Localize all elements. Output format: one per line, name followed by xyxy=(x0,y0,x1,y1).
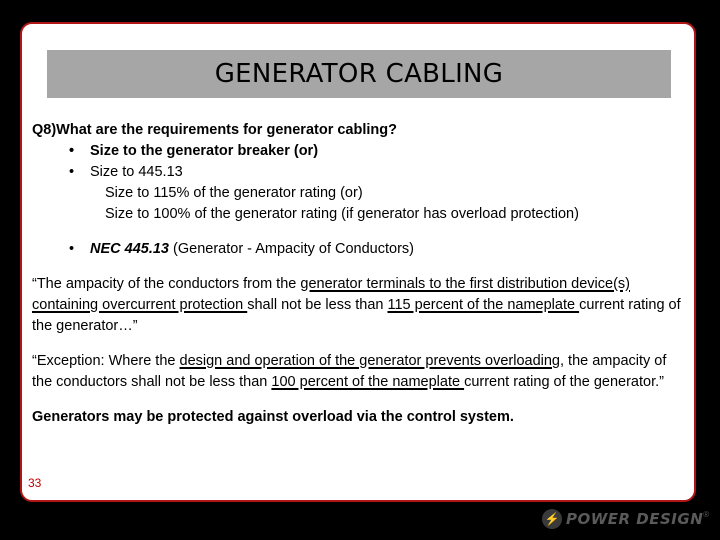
registered-mark: ® xyxy=(703,510,710,519)
nec-reference: NEC 445.13 xyxy=(90,241,169,257)
bullet-445-13 xyxy=(32,162,682,183)
slide-body xyxy=(32,120,682,428)
slide xyxy=(20,22,696,502)
quote-exception-text-1: “Exception: Where the xyxy=(32,353,180,369)
quote-main-text-3: current rating of the generator…” xyxy=(32,297,681,334)
bullet-dot: • xyxy=(69,241,75,257)
quote-main-text-1: “The ampacity of the conductors from the xyxy=(32,276,301,292)
nec-title: (Generator - Ampacity of Conductors) xyxy=(169,241,414,257)
bullet-breaker xyxy=(32,141,682,162)
bullet-445-13-text: Size to 445.13 xyxy=(90,164,183,180)
sub-item-115: Size to 115% of the generator rating (or) xyxy=(105,185,363,201)
bullet-dot: • xyxy=(69,143,75,159)
quote-exception-underline-1: design and operation of the generator prevents overloading xyxy=(179,353,560,369)
power-design-logo-icon: ⚡ xyxy=(542,509,562,529)
bullet-nec xyxy=(32,239,682,260)
slide-title: GENERATOR CABLING xyxy=(214,59,504,89)
sub-item-100: Size to 100% of the generator rating (if generator has overload protection) xyxy=(105,206,579,222)
power-design-logo xyxy=(542,504,710,534)
page-number: 33 xyxy=(28,476,42,490)
quote-exception xyxy=(32,351,682,393)
question: Q8)What are the requirements for generator cabling? xyxy=(32,122,397,138)
quote-main-underline-1: generator terminals to the first distribution device(s) containing overcurrent protection xyxy=(32,276,630,313)
quote-main-underline-2: 115 percent of the nameplate xyxy=(387,297,580,313)
quote-exception-text-3: current rating of the generator.” xyxy=(464,374,664,390)
logo-text: POWER DESIGN xyxy=(566,510,704,528)
conclusion: Generators may be protected against overload via the control system. xyxy=(32,409,514,425)
quote-main xyxy=(32,274,682,337)
quote-main-text-2: shall not be less than xyxy=(247,297,388,313)
bullet-dot: • xyxy=(69,164,75,180)
quote-exception-text-2: , the ampacity of the conductors shall not be less than xyxy=(32,353,667,390)
title-bar xyxy=(47,50,671,98)
quote-exception-underline-2: 100 percent of the nameplate xyxy=(271,374,465,390)
bullet-breaker-text: Size to the generator breaker (or) xyxy=(90,143,319,159)
